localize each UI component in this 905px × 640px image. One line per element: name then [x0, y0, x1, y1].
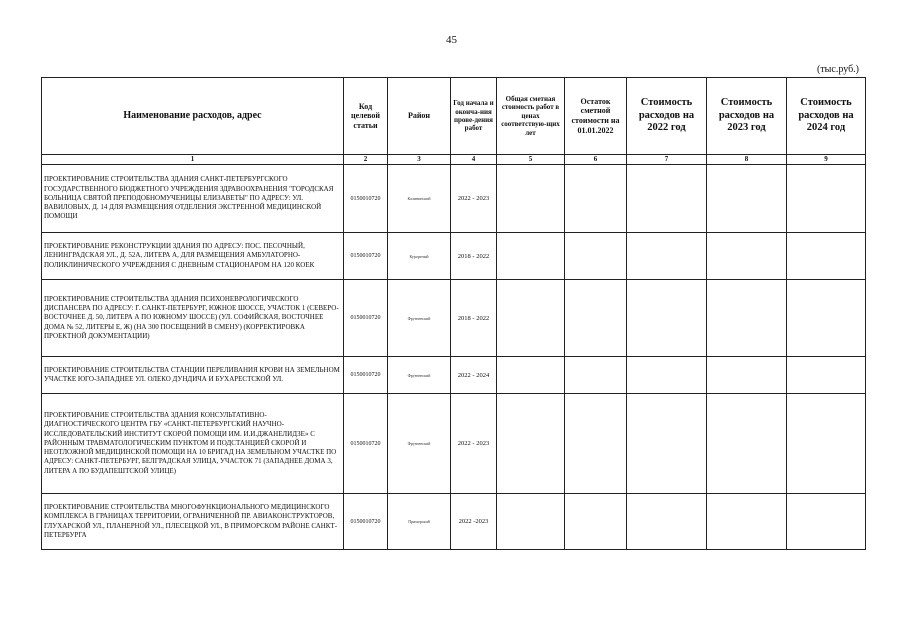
expense-name: ПРОЕКТИРОВАНИЕ СТРОИТЕЛЬСТВА ЗДАНИЯ САНКТ-ПЕТЕРБУРГСКОГО ГОСУДАРСТВЕННОГО БЮДЖЕТНОГО УЧРЕЖДЕНИЯ ЗДРАВООХРАНЕНИЯ "ГОРОДСКАЯ БОЛЬНИЦА СВЯТОЙ ПРЕПОДОБНОМУЧЕНИЦЫ ЕЛИЗАВЕТЫ" ПО АДРЕСУ: УЛ. ВАВИЛОВЫХ, Д. 14 ДЛЯ РАЗМЕЩЕНИЯ ОТДЕЛЕНИЯ ЭКСТРЕННОЙ МЕДИЦИНСКОЙ ПОМОЩИ	[42, 165, 344, 233]
total-cost-cell	[497, 233, 565, 280]
work-period: 2018 - 2022	[451, 233, 497, 280]
work-period: 2022 -2023	[451, 494, 497, 550]
work-period: 2022 - 2023	[451, 165, 497, 233]
cost-2023-cell	[707, 357, 787, 394]
page-number: 45	[446, 34, 457, 46]
cost-2024-cell	[787, 280, 866, 357]
total-cost-cell	[497, 357, 565, 394]
header-cost-2022: Стоимость расходов на 2022 год	[627, 78, 707, 155]
column-number: 9	[787, 155, 866, 165]
remaining-cost-cell	[565, 357, 627, 394]
column-number: 5	[497, 155, 565, 165]
district: Калининский	[388, 165, 451, 233]
total-cost-cell	[497, 394, 565, 494]
header-cost-2024: Стоимость расходов на 2024 год	[787, 78, 866, 155]
budget-table	[41, 77, 866, 550]
cost-2022-cell	[627, 357, 707, 394]
cost-2024-cell	[787, 394, 866, 494]
cost-2022-cell	[627, 233, 707, 280]
cost-2024-cell	[787, 165, 866, 233]
district: Фрунзенский	[388, 280, 451, 357]
header-row	[42, 78, 866, 155]
total-cost-cell	[497, 494, 565, 550]
table-row	[42, 165, 866, 233]
remaining-cost-cell	[565, 165, 627, 233]
table-row	[42, 494, 866, 550]
column-number-row	[42, 155, 866, 165]
target-code: 0150010720	[344, 280, 388, 357]
header-district: Район	[388, 78, 451, 155]
expense-name: ПРОЕКТИРОВАНИЕ СТРОИТЕЛЬСТВА МНОГОФУНКЦИОНАЛЬНОГО МЕДИЦИНСКОГО КОМПЛЕКСА В ГРАНИЦАХ ТЕРРИТОРИИ, ОГРАНИЧЕННОЙ ПР. АВИАКОНСТРУКТОРОВ, ГЛУХАРСКОЙ УЛ., ПЛАНЕРНОЙ УЛ., ПЛЕСЕЦКОЙ УЛ., В ПРИМОРСКОМ РАЙОНЕ САНКТ-ПЕТЕРБУРГА	[42, 494, 344, 550]
header-code: Код целевой статьи	[344, 78, 388, 155]
target-code: 0150010720	[344, 233, 388, 280]
target-code: 0150010720	[344, 394, 388, 494]
total-cost-cell	[497, 280, 565, 357]
work-period: 2022 - 2023	[451, 394, 497, 494]
table-row	[42, 357, 866, 394]
district: Приморский	[388, 494, 451, 550]
work-period: 2022 - 2024	[451, 357, 497, 394]
header-total-cost: Общая сметная стоимость работ в ценах соответствую-щих лет	[497, 78, 565, 155]
cost-2023-cell	[707, 233, 787, 280]
column-number: 7	[627, 155, 707, 165]
table-row	[42, 394, 866, 494]
header-period: Год начала и оконча-ния прове-дения работ	[451, 78, 497, 155]
table-row	[42, 233, 866, 280]
column-number: 6	[565, 155, 627, 165]
remaining-cost-cell	[565, 280, 627, 357]
header-name: Наименование расходов, адрес	[42, 78, 344, 155]
cost-2023-cell	[707, 280, 787, 357]
column-number: 3	[388, 155, 451, 165]
target-code: 0150010720	[344, 494, 388, 550]
cost-2022-cell	[627, 494, 707, 550]
header-cost-2023: Стоимость расходов на 2023 год	[707, 78, 787, 155]
remaining-cost-cell	[565, 394, 627, 494]
cost-2022-cell	[627, 394, 707, 494]
remaining-cost-cell	[565, 233, 627, 280]
cost-2024-cell	[787, 494, 866, 550]
table-row	[42, 280, 866, 357]
units-label: (тыс.руб.)	[816, 64, 859, 75]
cost-2023-cell	[707, 165, 787, 233]
cost-2022-cell	[627, 280, 707, 357]
column-number: 4	[451, 155, 497, 165]
cost-2022-cell	[627, 165, 707, 233]
district: Фрунзенский	[388, 357, 451, 394]
district: Фрунзенский	[388, 394, 451, 494]
column-number: 2	[344, 155, 388, 165]
column-number: 1	[42, 155, 344, 165]
expense-name: ПРОЕКТИРОВАНИЕ СТРОИТЕЛЬСТВА ЗДАНИЯ КОНСУЛЬТАТИВНО-ДИАГНОСТИЧЕСКОГО ЦЕНТРА ГБУ «САНКТ-ПЕТЕРБУРГСКИЙ НАУЧНО-ИССЛЕДОВАТЕЛЬСКИЙ ИНСТИТУТ СКОРОЙ ПОМОЩИ ИМ. И.И.ДЖАНЕЛИДЗЕ» С РАЙОННЫМ ТРАВМАТОЛОГИЧЕСКИМ ПУНКТОМ И ПОДСТАНЦИЕЙ СКОРОЙ И НЕОТЛОЖНОЙ МЕДИЦИНСКОЙ ПОМОЩИ НА 10 БРИГАД НА ЗЕМЕЛЬНОМ УЧАСТКЕ ПО АДРЕСУ: САНКТ-ПЕТЕРБУРГ, БЕЛГРАДСКАЯ УЛИЦА, УЧАСТОК 71 (ЗАПАДНЕЕ ДОМА 3, ЛИТЕРА А ПО БУДАПЕШТСКОЙ УЛИЦЕ)	[42, 394, 344, 494]
cost-2024-cell	[787, 233, 866, 280]
expense-name: ПРОЕКТИРОВАНИЕ СТРОИТЕЛЬСТВА СТАНЦИИ ПЕРЕЛИВАНИЯ КРОВИ НА ЗЕМЕЛЬНОМ УЧАСТКЕ ЮГО-ЗАПАДНЕЕ УЛ. ОЛЕКО ДУНДИЧА И БУХАРЕСТСКОЙ УЛ.	[42, 357, 344, 394]
column-number: 8	[707, 155, 787, 165]
remaining-cost-cell	[565, 494, 627, 550]
district: Курортный	[388, 233, 451, 280]
total-cost-cell	[497, 165, 565, 233]
expense-name: ПРОЕКТИРОВАНИЕ СТРОИТЕЛЬСТВА ЗДАНИЯ ПСИХОНЕВРОЛОГИЧЕСКОГО ДИСПАНСЕРА ПО АДРЕСУ: Г. САНКТ-ПЕТЕРБУРГ, ЮЖНОЕ ШОССЕ, УЧАСТОК 1 (СЕВЕРО-ВОСТОЧНЕЕ Д. 50, ЛИТЕРА А ПО ЮЖНОМУ ШОССЕ) (УЛ. СОФИЙСКАЯ, ВОСТОЧНЕЕ ДОМА № 52, ЛИТЕРЫ Е, Ж) (НА 300 ПОСЕЩЕНИЙ В СМЕНУ) (КОРРЕКТИРОВКА ПРОЕКТНОЙ ДОКУМЕНТАЦИИ)	[42, 280, 344, 357]
work-period: 2018 - 2022	[451, 280, 497, 357]
target-code: 0150010720	[344, 357, 388, 394]
cost-2023-cell	[707, 494, 787, 550]
header-remaining-cost: Остаток сметной стоимости на 01.01.2022	[565, 78, 627, 155]
target-code: 0150010720	[344, 165, 388, 233]
cost-2023-cell	[707, 394, 787, 494]
cost-2024-cell	[787, 357, 866, 394]
expense-name: ПРОЕКТИРОВАНИЕ РЕКОНСТРУКЦИИ ЗДАНИЯ ПО АДРЕСУ: ПОС. ПЕСОЧНЫЙ, ЛЕНИНГРАДСКАЯ УЛ., Д. 52А, ЛИТЕРА А, ДЛЯ РАЗМЕЩЕНИЯ АМБУЛАТОРНО-ПОЛИКЛИНИЧЕСКОГО УЧРЕЖДЕНИЯ С ДНЕВНЫМ СТАЦИОНАРОМ НА 120 КОЕК	[42, 233, 344, 280]
